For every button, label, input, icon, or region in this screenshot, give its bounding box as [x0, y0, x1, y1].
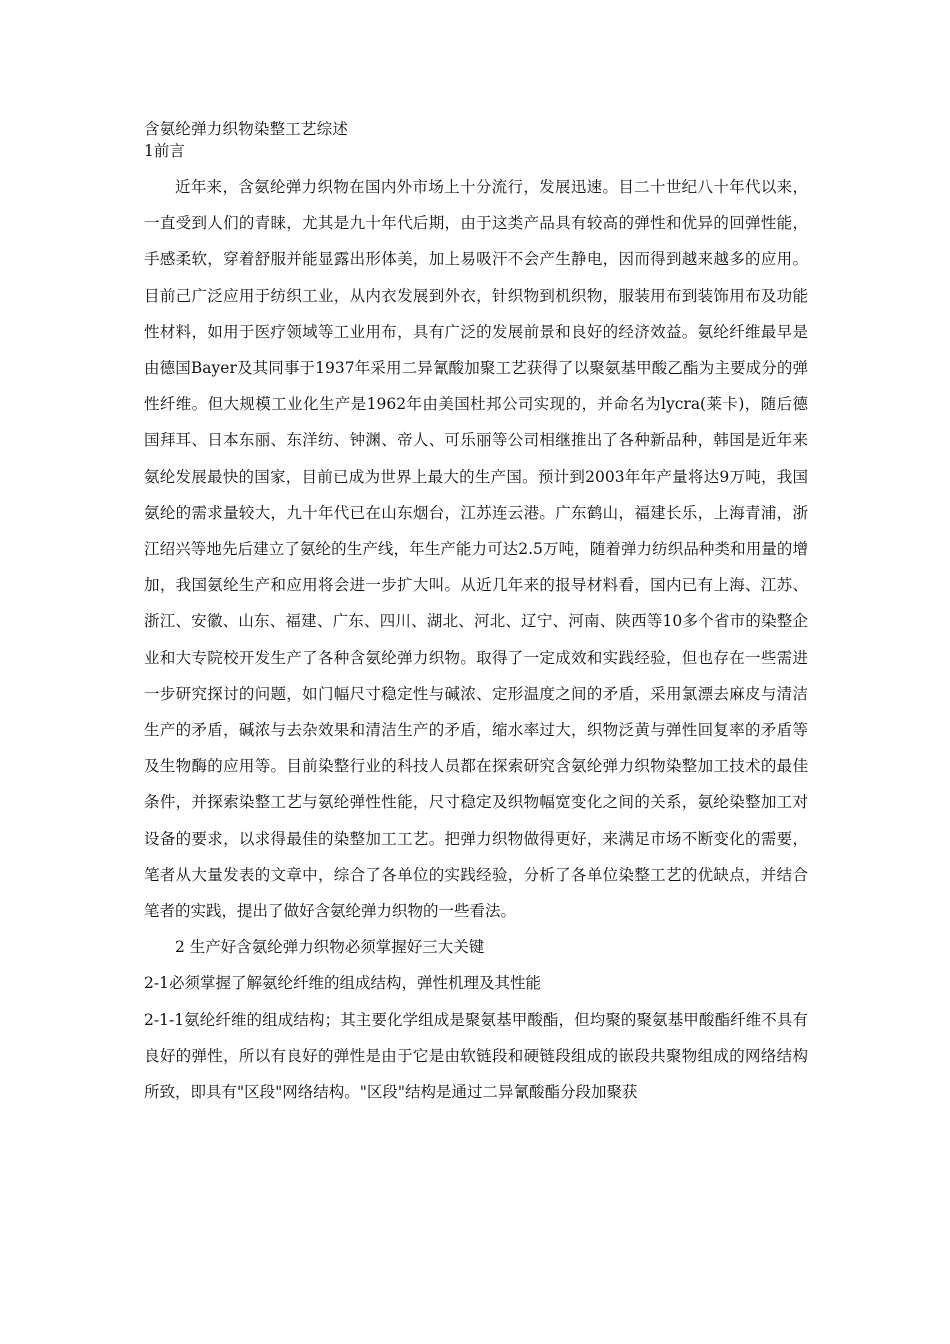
section-2-heading: 2 生产好含氨纶弹力织物必须掌握好三大关键 — [175, 938, 485, 957]
section-1-heading: 1前言 — [144, 142, 185, 160]
document-body — [144, 118, 808, 1110]
section-2-1-1-paragraph: 2-1-1氨纶纤维的组成结构；其主要化学组成是聚氨基甲酸酯，但均聚的聚氨基甲酸酯纤维不具有良好的弹性，所以有良好的弹性是由于它是由软链段和硬链段组成的嵌段共聚物组成的网络结构所致，即具有"区段"网络结构。"区段"结构是通过二异氰酸酯分段加聚获 — [144, 1010, 808, 1102]
document-title: 含氨纶弹力织物染整工艺综述 — [144, 120, 349, 138]
intro-paragraph: 近年来，含氨纶弹力织物在国内外市场上十分流行，发展迅速。目二十世纪八十年代以来，一直受到人们的青睐，尤其是九十年代后期，由于这类产品具有较高的弹性和优异的回弹性能，手感柔软，穿着舒服并能显露出形体美，加上易吸汗不会产生静电，因而得到越来越多的应用。目前己广泛应用于纺织工业，从内衣发展到外衣，针织物到机织物，服装用布到装饰用布及功能性材料，如用于医疗领域等工业用布，具有广泛的发展前景和良好的经济效益。氨纶纤维最早是由德国Bayer及其同事于1937年采用二异氰酸加聚工艺获得了以聚氨基甲酸乙酯为主要成分的弹性纤维。但大规模工业化生产是1962年由美国杜邦公司实现的，并命名为lycra(莱卡)，随后德国拜耳、日本东丽、东洋纺、钟渊、帝人、可乐丽等公司相继推出了各种新品种，韩国是近年来氨纶发展最快的国家，目前已成为世界上最大的生产国。预计到2003年年产量将达9万吨，我国氨纶的需求量较大，九十年代已在山东烟台，江苏连云港。广东鹤山，福建长乐，上海青浦，浙江绍兴等地先后建立了氨纶的生产线，年生产能力可达2.5万吨，随着弹力纺织品种类和用量的增加，我国氨纶生产和应用将会进一步扩大叫。从近几年来的报导材料看，国内已有上海、江苏、浙江、安徽、山东、福建、广东、四川、湖北、河北、辽宁、河南、陕西等10多个省市的染整企业和大专院校开发生产了各种含氨纶弹力织物。取得了一定成效和实践经验，但也存在一些需进一步研究探讨的问题，如门幅尺寸稳定性与碱浓、定形温度之间的矛盾，采用氯漂去麻皮与清洁生产的矛盾，碱浓与去杂效果和清洁生产的矛盾，缩水率过大，织物泛黄与弹性回复率的矛盾等及生物酶的应用等。目前染整行业的科技人员都在探索研究含氨纶弹力织物染整加工技术的最佳条件，并探索染整工艺与氨纶弹性性能，尺寸稳定及织物幅宽变化之间的关系，氨纶染整加工对设备的要求，以求得最佳的染整加工工艺。把弹力织物做得更好，来满足市场不断变化的需要，笔者从大量发表的文章中，综合了各单位的实践经验，分析了各单位染整工艺的优缺点，并结合笔者的实践，提出了做好含氨纶弹力织物的一些看法。 — [144, 178, 808, 921]
section-2-1-heading: 2-1必须掌握了解氨纶纤维的组成结构，弹性机理及其性能 — [144, 974, 541, 993]
